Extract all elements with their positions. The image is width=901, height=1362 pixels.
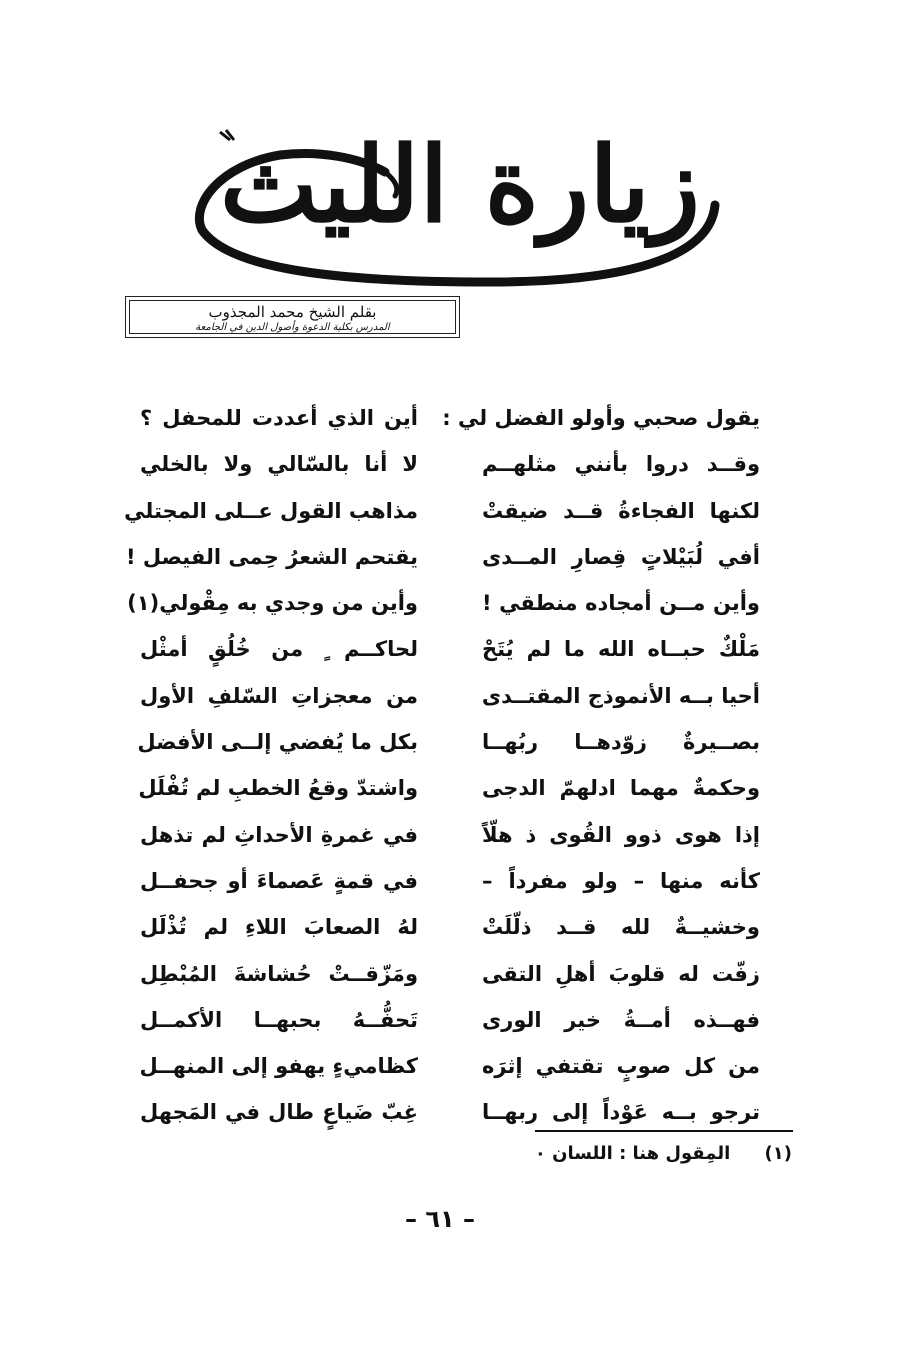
verse-line: وأين مــن أمجاده منطقي ! xyxy=(482,591,760,616)
verse-line: لحاكــم ٍ من خُلُقٍ أمثْل xyxy=(140,637,418,662)
verse-line: وخشيــةٌ لله قــد ذلّلَتْ xyxy=(482,915,760,940)
footnote-divider xyxy=(535,1130,793,1132)
footnote-text: المِقول هنا : اللسان ٠ xyxy=(534,1143,731,1164)
verse-line: بكل ما يُفضي إلــى الأفضل xyxy=(137,730,418,755)
verse-line: أحيا بــه الأنموذج المقتــدى xyxy=(481,683,760,708)
verse-line: كظاميءٍ يهفو إلى المنهــل xyxy=(139,1054,418,1079)
verse-line: أفي لُبَيْلاتٍ قِصارِ المــدى xyxy=(482,544,760,569)
verse-line: لا أنا بالسّالي ولا بالخلي xyxy=(140,452,418,477)
verse-line: لكنها الفجاءةُ قــد ضيقتْ xyxy=(482,498,760,523)
verse-line: وأين من وجدي به مِقْولي(١) xyxy=(127,591,418,616)
verse-line: من كل صوبٍ تقتفي إثرَه xyxy=(482,1054,760,1079)
verse-line: أين الذي أعددت للمحفل ؟ xyxy=(140,406,418,430)
footnote xyxy=(480,1143,792,1164)
verse-line: يقتحم الشعرُ حِمى الفيصل ! xyxy=(125,544,418,569)
poem-left-column xyxy=(124,395,418,1136)
verse-line: من معجزاتِ السّلفِ الأول xyxy=(140,683,418,708)
verse-line: تَحفُّــهُ بحبهــا الأكمــل xyxy=(140,1007,418,1032)
verse-line: وحكمةٌ مهما ادلهمّ الدجى xyxy=(482,776,760,801)
verse-line: بصــيرةٌ زوّدهــا ربُهــا xyxy=(482,730,760,755)
verse-line: وقــد دروا بأنني مثلهــم xyxy=(482,452,760,477)
poem-title-calligraphy xyxy=(190,110,730,295)
verse-line: في قمةٍ عَصماءَ أو جحفــل xyxy=(140,868,418,893)
verse-line: يقول صحبي وأولو الفضل لي : xyxy=(442,406,760,430)
verse-line: واشتدّ وقعُ الخطبِ لم تُفْلَل xyxy=(138,776,418,801)
verse-line: غِبّ ضَياعٍ طال في المَجهل xyxy=(140,1100,418,1125)
verse-line: ومَزّقــتْ حُشاشةَ المُبْطِل xyxy=(140,961,418,986)
author-byline-box xyxy=(125,296,460,338)
page-number: – ٦١ – xyxy=(404,1205,475,1233)
verse-line: فهــذه أمــةُ خير الورى xyxy=(482,1007,760,1032)
byline-role: المدرس بكلية الدعوة وأصول الدين في الجامعة xyxy=(195,322,390,333)
verse-line: إذا هوى ذوو القُوى ذ هلّاً xyxy=(482,822,760,847)
verse-line: مَلْكٌ حبــاه الله ما لم يُتَحْ xyxy=(482,637,760,662)
footnote-number: (١) xyxy=(764,1143,792,1164)
verse-line: لهُ الصعابَ اللاءِ لم تُذْلَل xyxy=(140,915,418,940)
verse-line: ترجو بــه عَوْداً إلى ربهــا xyxy=(482,1100,760,1125)
byline-author: بقلم الشيخ محمد المجذوب xyxy=(208,303,377,321)
verse-line: زفّت له قلوبَ أهلِ التقى xyxy=(482,961,760,986)
verse-line: مذاهب القول عــلى المجتلي xyxy=(124,498,418,523)
poem-title: زيارة الليث xyxy=(219,123,701,246)
verse-line: كأنه منها – ولو مفرداً – xyxy=(482,868,760,893)
poem-right-column xyxy=(442,395,760,1136)
byline-inner-frame xyxy=(129,300,456,334)
verse-line: في غمرةِ الأحداثِ لم تذهل xyxy=(140,822,418,847)
